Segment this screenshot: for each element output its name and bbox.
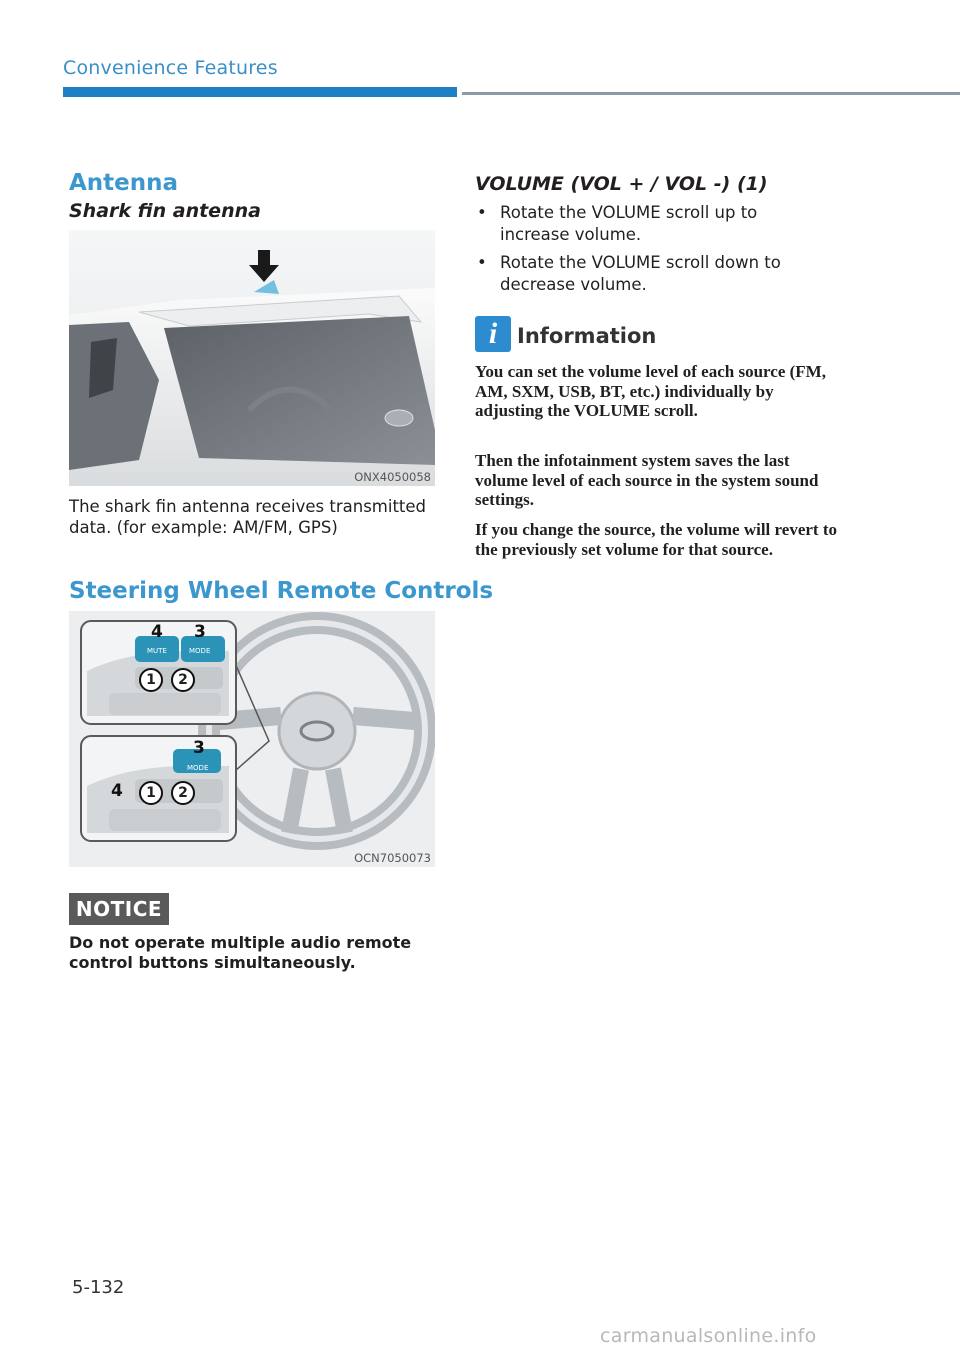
callout-3-lower: 3: [193, 738, 205, 758]
mode-button-label-lower: MODE: [187, 764, 209, 772]
callout-1-lower: 1: [139, 781, 163, 805]
callout-3: 3: [194, 622, 206, 642]
information-paragraph-1: You can set the volume level of each source (FM, AM, SXM, USB, BT, etc.) individually by adjusting the VOLUME scroll.: [475, 362, 826, 420]
information-paragraph-3: If you change the source, the volume will revert to the previously set volume for that source.: [475, 520, 837, 559]
figure-code: OCN7050073: [354, 851, 431, 865]
callout-4: 4: [151, 622, 163, 642]
info-icon: i: [475, 316, 511, 352]
antenna-heading: Antenna: [69, 170, 179, 196]
steering-controls-heading: Steering Wheel Remote Controls: [69, 578, 494, 604]
callout-4-lower: 4: [111, 781, 123, 801]
shark-fin-antenna-figure: [69, 230, 435, 486]
car-rear-illustration: [69, 230, 435, 486]
callout-2-lower: 2: [171, 781, 195, 805]
antenna-subheading: Shark fin antenna: [69, 200, 261, 222]
header-rule-accent: [63, 87, 457, 97]
header-rule: [462, 92, 960, 95]
steering-wheel-illustration: [69, 611, 435, 867]
arrow-down-icon: [258, 250, 270, 266]
section-title: Convenience Features: [63, 57, 278, 79]
information-title: Information: [517, 324, 657, 348]
watermark: carmanualsonline.info: [600, 1325, 817, 1347]
callout-2: 2: [171, 668, 195, 692]
list-item: • Rotate the VOLUME scroll down to decrease volume.: [477, 253, 781, 294]
volume-bullet-list: [475, 202, 815, 302]
page-number: 5-132: [72, 1277, 125, 1298]
information-paragraph-2: Then the infotainment system saves the last volume level of each source in the system sound settings.: [475, 451, 819, 509]
list-item: • Rotate the VOLUME scroll up to increase volume.: [477, 203, 758, 244]
callout-1: 1: [139, 668, 163, 692]
mute-button-label: MUTE: [147, 647, 167, 655]
figure-code: ONX4050058: [354, 470, 431, 484]
notice-tag: NOTICE: [69, 893, 169, 925]
steering-wheel-controls-figure: [69, 611, 435, 867]
notice-text: Do not operate multiple audio remote control buttons simultaneously.: [69, 933, 412, 972]
mode-button-label: MODE: [189, 647, 211, 655]
antenna-description: The shark fin antenna receives transmitted data. (for example: AM/FM, GPS): [69, 497, 427, 537]
volume-heading: VOLUME (VOL + / VOL -) (1): [475, 173, 768, 195]
